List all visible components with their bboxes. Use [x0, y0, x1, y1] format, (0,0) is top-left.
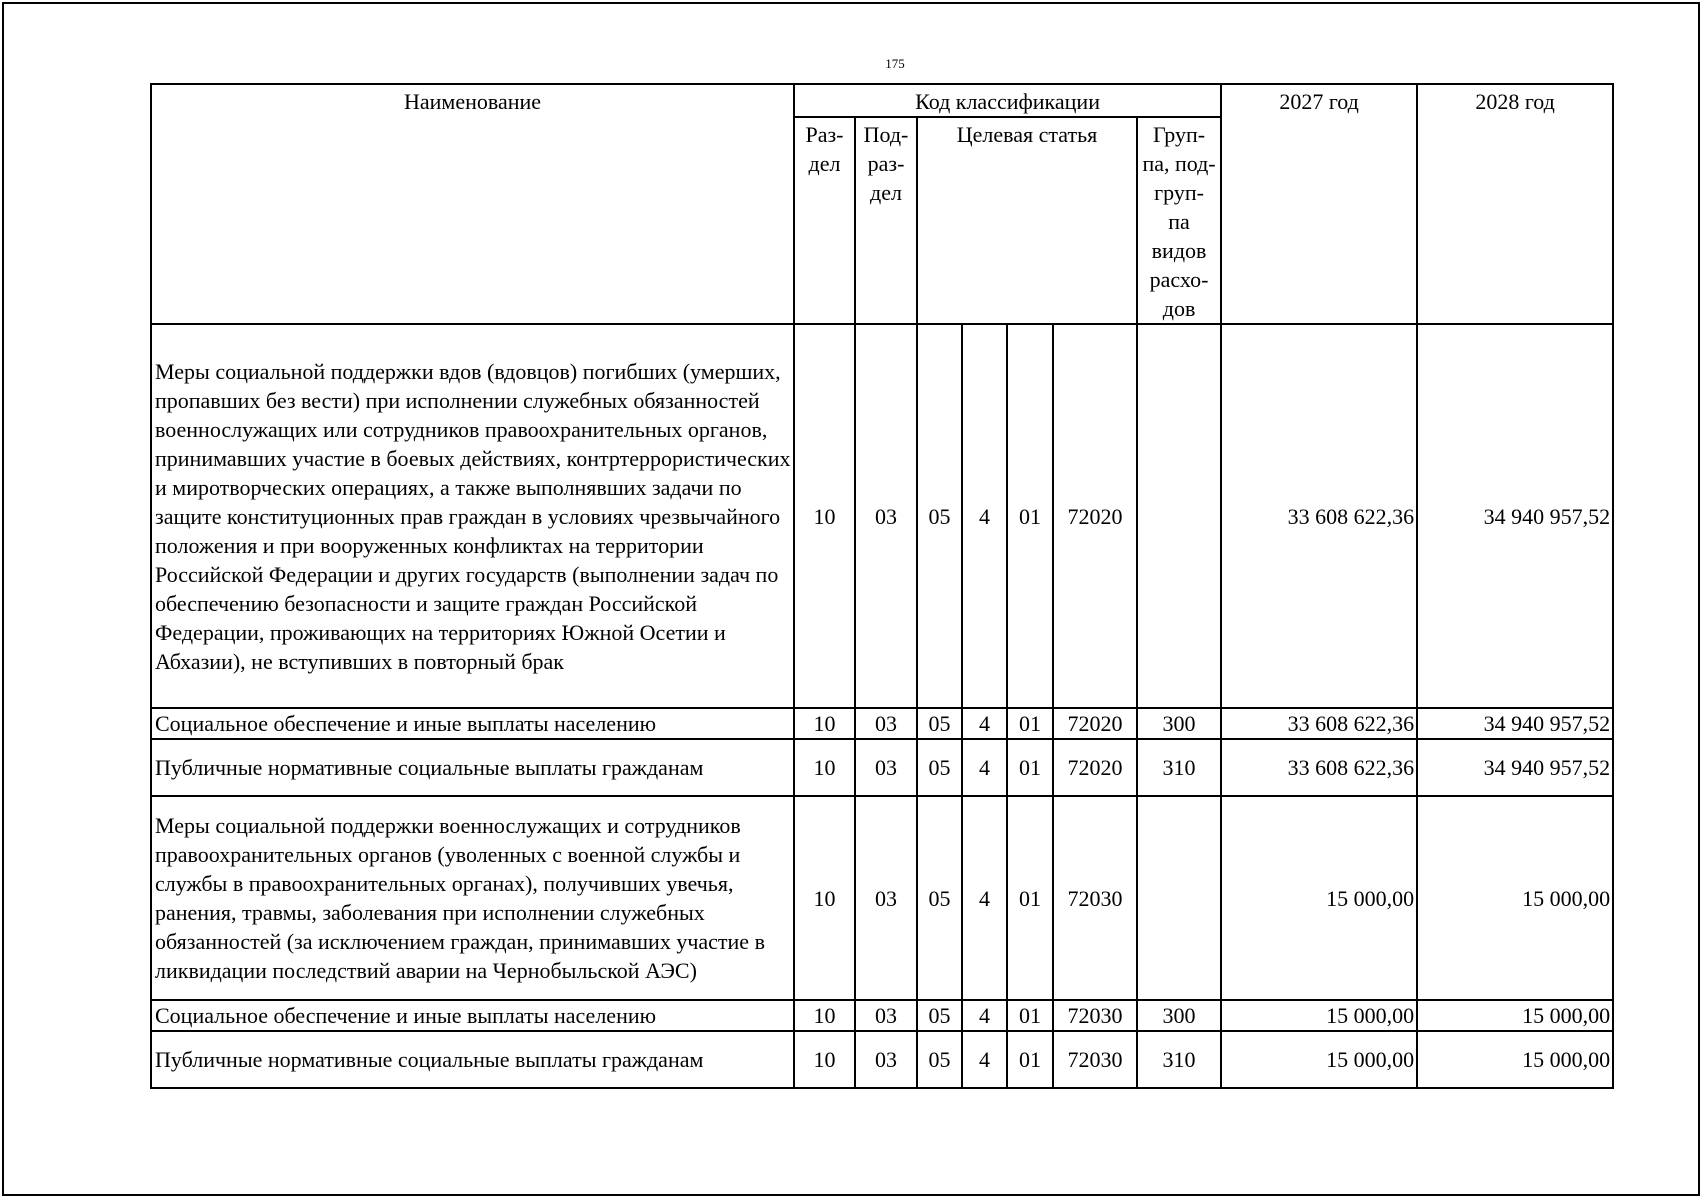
row-amount-2027: 33 608 622,36 — [1221, 708, 1417, 739]
row-target-article-direction: 72020 — [1053, 739, 1137, 796]
row-target-article-program: 05 — [917, 324, 962, 708]
row-section: 10 — [794, 1000, 855, 1031]
table-row — [151, 739, 1613, 796]
row-subsection: 03 — [855, 1000, 917, 1031]
row-target-article-type: 4 — [962, 739, 1007, 796]
row-section: 10 — [794, 324, 855, 708]
row-target-article-program: 05 — [917, 796, 962, 1000]
budget-table — [150, 83, 1614, 1089]
row-name: Социальное обеспечение и иные выплаты населению — [151, 708, 794, 739]
row-amount-2027: 15 000,00 — [1221, 796, 1417, 1000]
row-target-article-subprogram: 01 — [1007, 1031, 1053, 1088]
row-target-article-subprogram: 01 — [1007, 796, 1053, 1000]
row-amount-2028: 34 940 957,52 — [1417, 324, 1613, 708]
header-expense-group: Груп- па, под- груп- па видов расхо- дов — [1137, 117, 1221, 324]
row-amount-2028: 15 000,00 — [1417, 1031, 1613, 1088]
header-name: Наименование — [151, 84, 794, 324]
page-number: 175 — [885, 56, 905, 71]
row-name: Публичные нормативные социальные выплаты гражданам — [151, 739, 794, 796]
row-name: Меры социальной поддержки вдов (вдовцов) погибших (умерших, пропавших без вести) при исполнении служебных обязанностей военнослужащих или сотрудников правоохранительных органов, принимавших участие в боевых действиях, контртеррористических и миротворческих операциях, а также выполнявших задачи по защите конституционных прав граждан в условиях чрезвычайного положения и при вооруженных конфликтах на территории Российской Федерации и других государств (выполнении задач по обеспечению безопасности и защите граждан Российской Федерации, проживающих на территориях Южной Осетии и Абхазии), не вступивших в повторный брак — [151, 324, 794, 708]
row-target-article-subprogram: 01 — [1007, 324, 1053, 708]
table-row — [151, 708, 1613, 739]
row-target-article-subprogram: 01 — [1007, 708, 1053, 739]
row-subsection: 03 — [855, 708, 917, 739]
row-section: 10 — [794, 739, 855, 796]
table-row — [151, 1000, 1613, 1031]
row-expense-group — [1137, 796, 1221, 1000]
header-year-2027: 2027 год — [1221, 84, 1417, 324]
row-expense-group: 300 — [1137, 708, 1221, 739]
row-name: Социальное обеспечение и иные выплаты населению — [151, 1000, 794, 1031]
row-subsection: 03 — [855, 1031, 917, 1088]
table-row — [151, 324, 1613, 708]
row-amount-2028: 34 940 957,52 — [1417, 739, 1613, 796]
row-target-article-program: 05 — [917, 1031, 962, 1088]
row-target-article-direction: 72030 — [1053, 1031, 1137, 1088]
row-name: Публичные нормативные социальные выплаты гражданам — [151, 1031, 794, 1088]
row-amount-2027: 15 000,00 — [1221, 1031, 1417, 1088]
row-target-article-type: 4 — [962, 1000, 1007, 1031]
row-amount-2028: 15 000,00 — [1417, 796, 1613, 1000]
header-year-2028: 2028 год — [1417, 84, 1613, 324]
row-target-article-direction: 72020 — [1053, 324, 1137, 708]
row-target-article-subprogram: 01 — [1007, 739, 1053, 796]
row-target-article-type: 4 — [962, 1031, 1007, 1088]
row-amount-2027: 33 608 622,36 — [1221, 739, 1417, 796]
header-code-group: Код классификации — [794, 84, 1221, 117]
row-target-article-type: 4 — [962, 796, 1007, 1000]
header-section: Раз- дел — [794, 117, 855, 324]
row-target-article-type: 4 — [962, 324, 1007, 708]
row-subsection: 03 — [855, 324, 917, 708]
row-target-article-program: 05 — [917, 708, 962, 739]
row-name: Меры социальной поддержки военнослужащих и сотрудников правоохранительных органов (уволенных с военной службы и службы в правоохранительных органах), получивших увечья, ранения, травмы, заболевания при исполнении служебных обязанностей (за исключением граждан, принимавших участие в ликвидации последствий аварии на Чернобыльской АЭС) — [151, 796, 794, 1000]
header-subsection: Под- раз- дел — [855, 117, 917, 324]
row-target-article-direction: 72030 — [1053, 1000, 1137, 1031]
header-target-article: Целевая статья — [917, 117, 1137, 324]
row-section: 10 — [794, 708, 855, 739]
row-amount-2028: 34 940 957,52 — [1417, 708, 1613, 739]
row-section: 10 — [794, 1031, 855, 1088]
row-expense-group — [1137, 324, 1221, 708]
row-target-article-type: 4 — [962, 708, 1007, 739]
table-row — [151, 796, 1613, 1000]
row-expense-group: 310 — [1137, 739, 1221, 796]
row-amount-2028: 15 000,00 — [1417, 1000, 1613, 1031]
row-section: 10 — [794, 796, 855, 1000]
row-subsection: 03 — [855, 739, 917, 796]
row-subsection: 03 — [855, 796, 917, 1000]
row-target-article-direction: 72030 — [1053, 796, 1137, 1000]
row-target-article-program: 05 — [917, 1000, 962, 1031]
table-row — [151, 1031, 1613, 1088]
row-amount-2027: 15 000,00 — [1221, 1000, 1417, 1031]
row-target-article-program: 05 — [917, 739, 962, 796]
row-expense-group: 310 — [1137, 1031, 1221, 1088]
row-expense-group: 300 — [1137, 1000, 1221, 1031]
row-target-article-direction: 72020 — [1053, 708, 1137, 739]
header-row-1 — [151, 84, 1613, 117]
row-amount-2027: 33 608 622,36 — [1221, 324, 1417, 708]
row-target-article-subprogram: 01 — [1007, 1000, 1053, 1031]
